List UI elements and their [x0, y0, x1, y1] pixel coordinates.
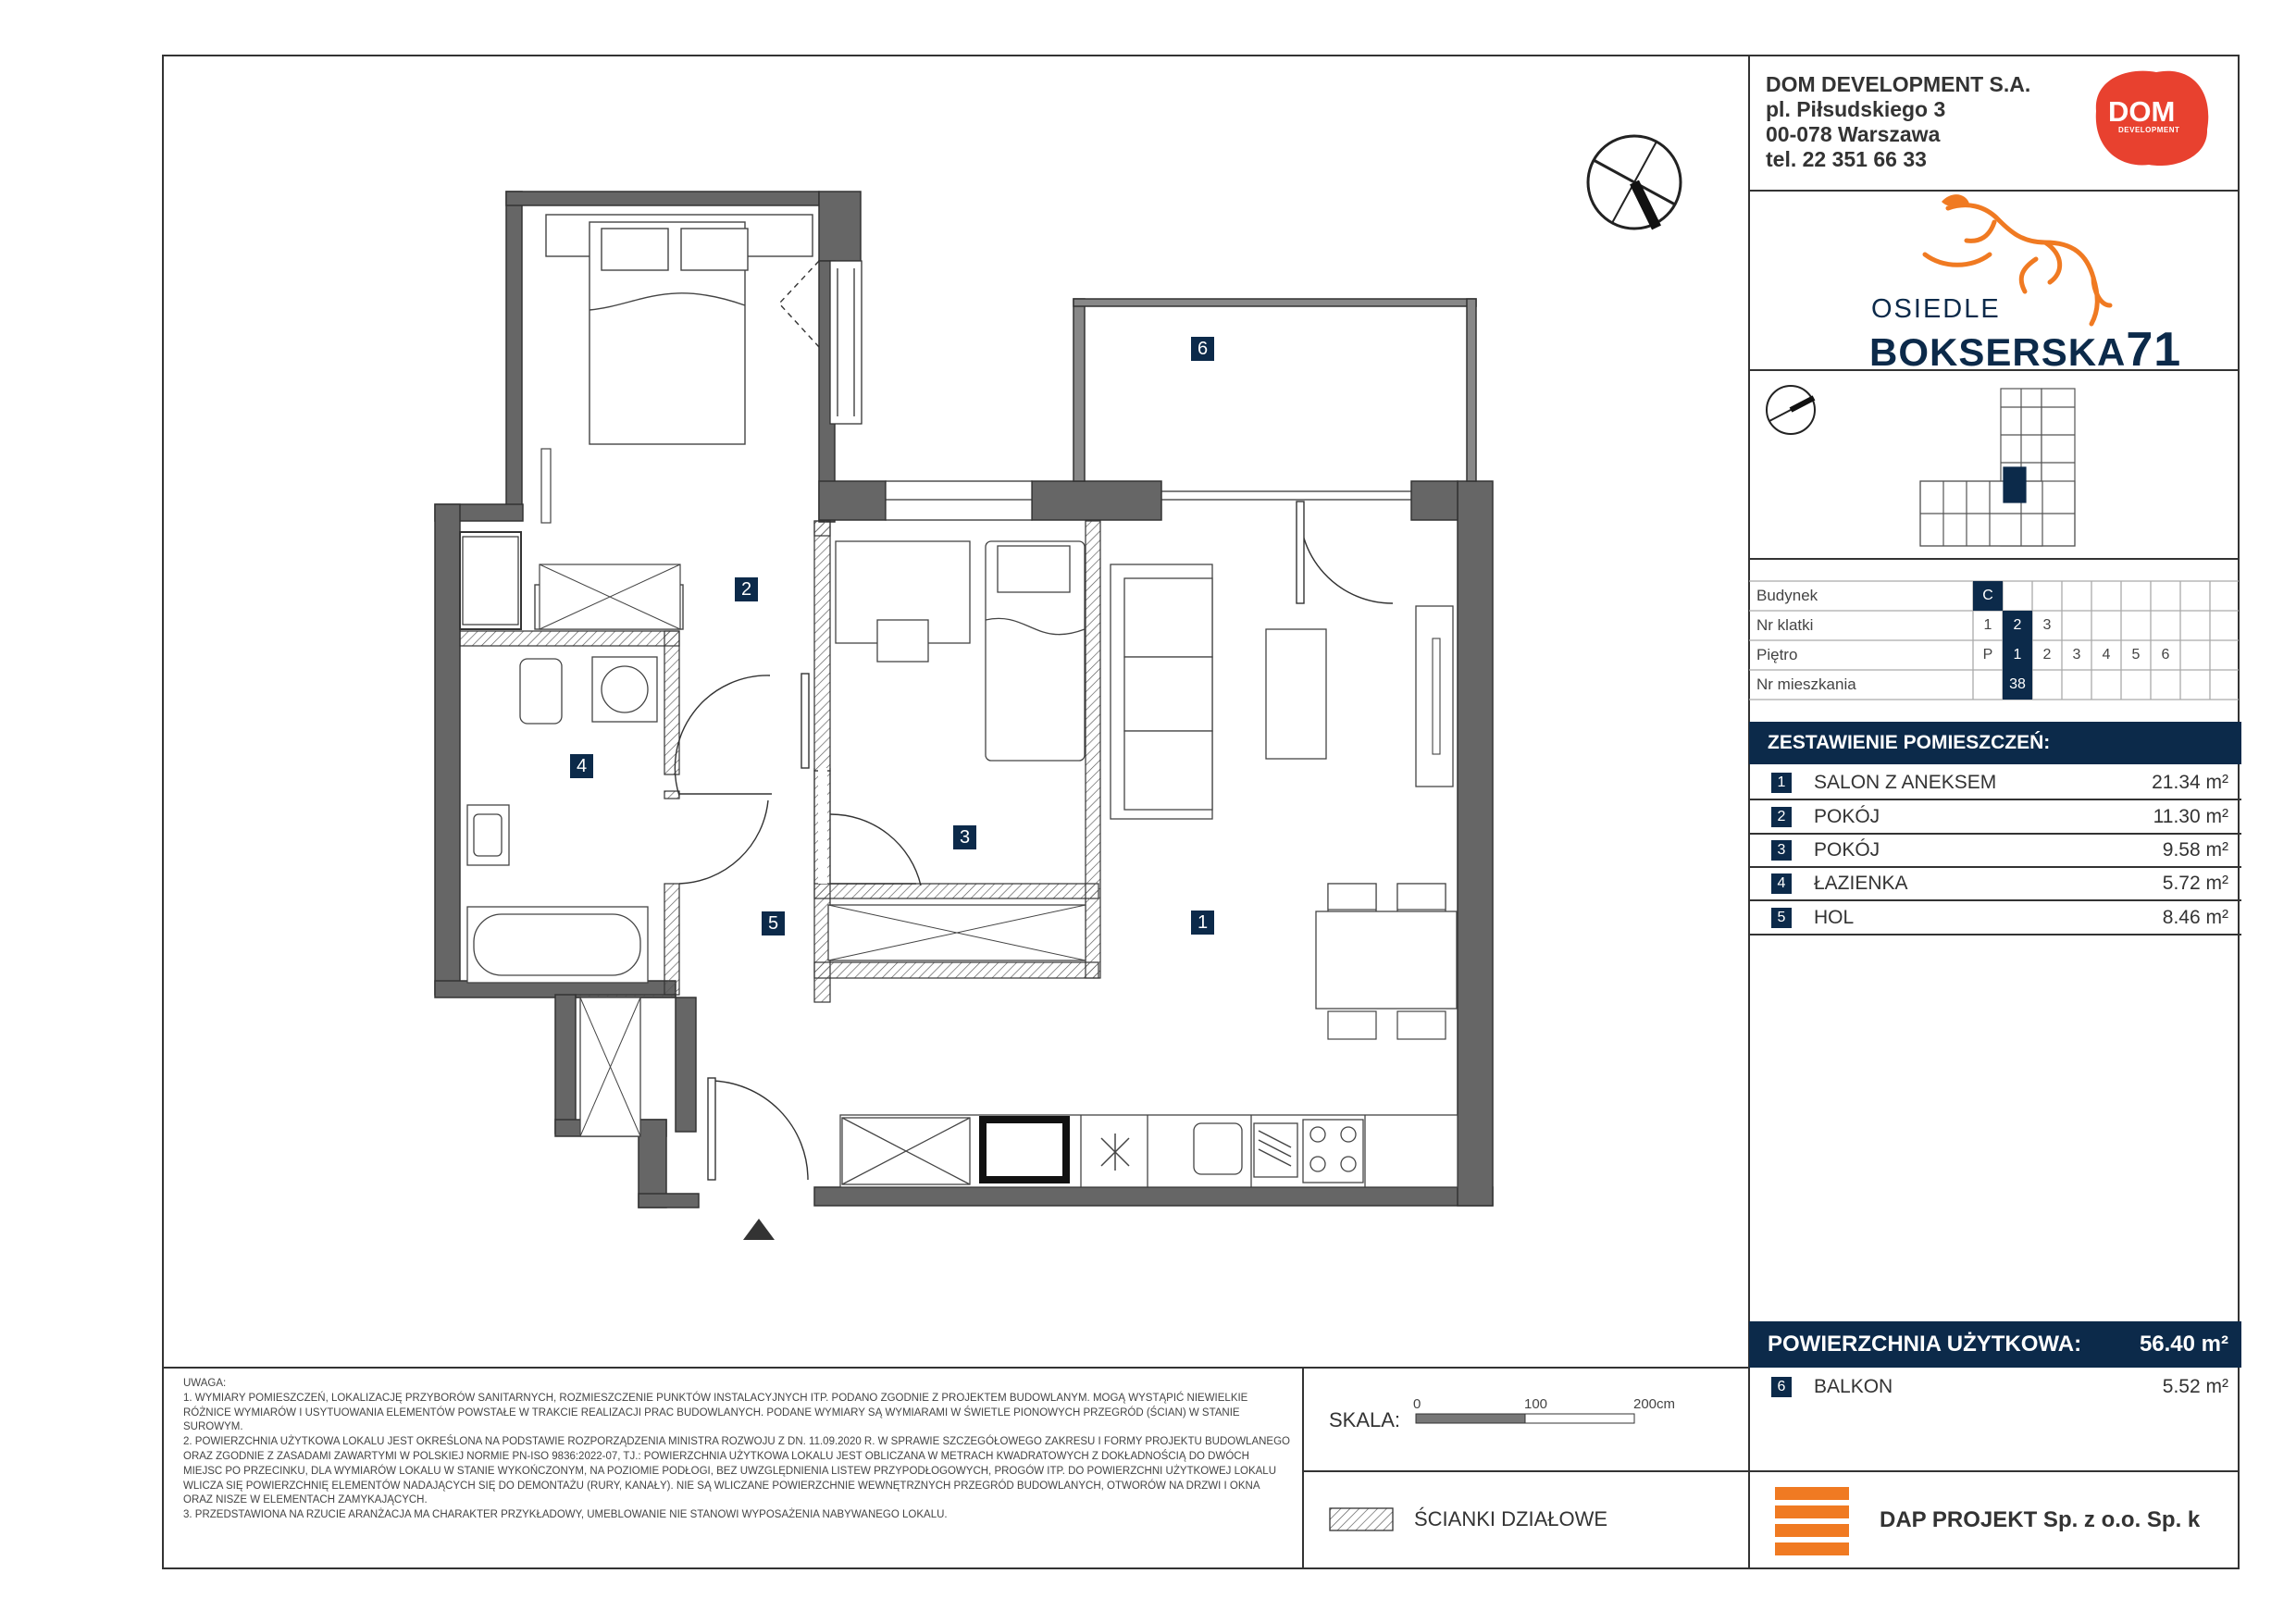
- room-area: 11.30 m²: [2153, 806, 2228, 827]
- project-number: 71: [2126, 323, 2182, 377]
- key-plan-north-icon: [1767, 386, 1815, 434]
- room-name: HOL: [1814, 907, 1855, 928]
- note-3: 3. PRZEDSTAWIONA NA RZUCIE ARANŻACJA MA CHARAKTER PRZYKŁADOWY, UMEBLOWANIE NIE STANOWI WYPOSAŻENIA NABYWANEGO LOKALU.: [183, 1509, 948, 1521]
- entrance-marker-icon: [743, 1219, 775, 1240]
- project-name: BOKSERSKA: [1869, 330, 2127, 374]
- designer-name: DAP PROJEKT Sp. z o.o. Sp. k: [1880, 1507, 2201, 1532]
- building-value: C: [1982, 588, 1993, 603]
- balcony-row: [1749, 1369, 2241, 1403]
- north-arrow-icon: [1588, 136, 1681, 229]
- project-line1: OSIEDLE: [1871, 294, 2001, 324]
- notes-block: [183, 1377, 1290, 1523]
- kitchen-counter-icon: [840, 1115, 1458, 1187]
- room-name: POKÓJ: [1814, 839, 1880, 861]
- plan-tag-balcony: 6: [1191, 337, 1214, 361]
- floor-value-3: 3: [2072, 647, 2081, 663]
- total-area-label: POWIERZCHNIA UŻYTKOWA:: [1768, 1332, 2082, 1357]
- key-plan-icon: [1920, 389, 2075, 546]
- company-name: DOM DEVELOPMENT S.A.: [1766, 72, 2031, 96]
- balcony-name: BALKON: [1814, 1376, 1893, 1397]
- floor-value-1: 1: [2013, 647, 2022, 663]
- room-area: 9.58 m²: [2162, 839, 2228, 861]
- apartment-label: Nr mieszkania: [1756, 675, 1856, 693]
- company-info: [1766, 72, 2030, 172]
- apartment-value: 38: [2009, 676, 2026, 692]
- plan-tag-room2: 2: [735, 577, 758, 601]
- scale-tick-0: 0: [1413, 1396, 1421, 1412]
- coffee-table-icon: [1266, 629, 1326, 759]
- scale-bar: [1416, 1414, 1634, 1423]
- scale-tick-200: 200cm: [1633, 1396, 1676, 1412]
- room-area: 5.72 m²: [2162, 873, 2228, 894]
- plan-tag-bathroom: 4: [570, 754, 593, 778]
- room-row: [1749, 799, 2241, 835]
- plan-tag-hall: 5: [762, 911, 785, 935]
- room-row: [1749, 900, 2241, 935]
- room-row: [1749, 765, 2241, 800]
- rooms-header: ZESTAWIENIE POMIESZCZEŃ:: [1749, 722, 2241, 764]
- room-name: ŁAZIENKA: [1814, 873, 1908, 894]
- partition-legend-label: ŚCIANKI DZIAŁOWE: [1414, 1507, 1608, 1530]
- room-area: 21.34 m²: [2152, 772, 2228, 793]
- double-bed-icon: [546, 215, 813, 444]
- stair-value-2: 2: [2013, 617, 2022, 633]
- note-1: 1. WYMIARY POMIESZCZEŃ, LOKALIZACJĘ PRZYBORÓW SANITARNYCH, ROZMIESZCZENIE PUNKTÓW INSTALACYJNYCH ITP. PODANO ZGODNIE Z PROJEKTEM BUDOWLANYM. MOGĄ WYSTĄPIĆ NIEWIELKIE RÓŻNICE WYMIARÓW I USYTUOWANIA ELEMENTÓW POWSTAŁE W TRAKCIE REALIZACJI PRAC BUDOWLANYCH. PODANE WYMIARY SĄ WYMIARAMI W ŚWIETLE PIONOWYCH PRZEGRÓD (ŚCIAN) W STANIE SUROWYM.: [183, 1392, 1248, 1433]
- floor-label: Piętro: [1756, 646, 1798, 663]
- dap-logo-icon: [1775, 1487, 1849, 1555]
- room-area: 8.46 m²: [2162, 907, 2228, 928]
- room-name: SALON Z ANEKSEM: [1814, 772, 1997, 793]
- stair-value-1: 1: [1983, 617, 1992, 633]
- company-address-street: pl. Piłsudskiego 3: [1766, 97, 1946, 121]
- floor-value-6: 6: [2161, 647, 2170, 663]
- scale-tick-100: 100: [1524, 1396, 1548, 1412]
- total-area-value: 56.40 m²: [2139, 1332, 2228, 1357]
- room-number: 1: [1771, 773, 1792, 793]
- single-bed-icon: [836, 541, 1085, 761]
- stair-value-3: 3: [2042, 617, 2052, 633]
- room-number: 3: [1771, 840, 1792, 861]
- room-row: [1749, 866, 2241, 901]
- total-area-bar: [1749, 1321, 2241, 1368]
- room-number: 5: [1771, 908, 1792, 928]
- balcony-area: 5.52 m²: [2162, 1376, 2228, 1397]
- floor-value-p: P: [1982, 647, 1993, 663]
- note-2: 2. POWIERZCHNIA UŻYTKOWA LOKALU JEST OKREŚLONA NA PODSTAWIE ROZPORZĄDZENIA MINISTRA ROZWOJU Z DN. 11.09.2020 R. W SPRAWIE SZCZEGÓŁOWEGO ZAKRESU I FORMY PROJEKTU BUDOWLANEGO ORAZ ZGODNIE Z ZASADAMI ZAWARTYMI W POLSKIEJ NORMIE PN-ISO 9836:2022-07, TJ.: POWIERZCHNIA UŻYTKOWA LOKALU JEST OBLICZANA W METRACH KWADRATOWYCH Z DOKŁADNOŚCIĄ DO DWÓCH MIEJSC PO PRZECINKU, DLA WYMIARÓW LOKALU W STANIE WYKOŃCZONYM, NA POZIOMIE PODŁOGI, BEZ UWZGLĘDNIENIA LISTEW PRZYPODŁOGOWYCH, PROGÓW ITP. DO POWIERZCHNI UŻYTKOWEJ LOKALU WLICZA SIĘ POWIERZCHNIĘ ELEMENTÓW NADAJĄCYCH SIĘ DO DEMONTAŻU (RURY, KANAŁY). NIE SĄ WLICZANE POWIERZCHNIE WEWNĘTRZNYCH PRZEGRÓD BUDOWLANYCH, OTWORÓW NA DRZWI I OKNA ORAZ NISZE W ELEMENTACH ZAMYKAJĄCYCH.: [183, 1436, 1290, 1506]
- floor-value-2: 2: [2042, 647, 2052, 663]
- notes-title: UWAGA:: [183, 1378, 227, 1389]
- partition-legend-swatch: [1330, 1508, 1393, 1530]
- room-number: 2: [1771, 807, 1792, 827]
- sofa-icon: [1111, 564, 1212, 819]
- room-row: [1749, 833, 2241, 868]
- scale-label: SKALA:: [1329, 1408, 1401, 1431]
- company-address-city: 00-078 Warszawa: [1766, 122, 1941, 146]
- company-phone: tel. 22 351 66 33: [1766, 147, 1927, 171]
- balcony-number: 6: [1771, 1377, 1792, 1397]
- floor-value-5: 5: [2131, 647, 2141, 663]
- bathroom-fixtures-icon: [467, 657, 657, 983]
- dom-logo-text: DOM: [2108, 95, 2176, 128]
- room-name: POKÓJ: [1814, 806, 1880, 827]
- dom-logo-subtext: DEVELOPMENT: [2118, 126, 2180, 134]
- stair-label: Nr klatki: [1756, 616, 1814, 634]
- building-label: Budynek: [1756, 587, 1818, 604]
- plan-tag-room3: 3: [953, 825, 976, 849]
- project-line2: [1869, 322, 2181, 378]
- plan-tag-salon: 1: [1191, 911, 1214, 935]
- floor-value-4: 4: [2102, 647, 2111, 663]
- room-number: 4: [1771, 873, 1792, 894]
